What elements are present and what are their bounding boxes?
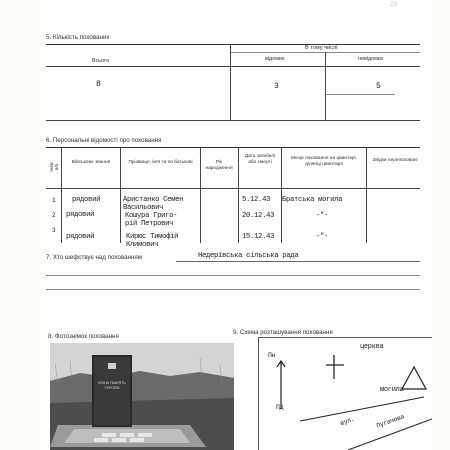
row-name-line1: Кошура Григо- <box>125 212 178 220</box>
plaque-line-1: ВІЧНА ПАМ'ЯТЬ <box>98 381 126 385</box>
scheme-street-label-1: вул. <box>339 415 356 428</box>
scheme-street-label-2: Пугачова <box>375 413 406 430</box>
section6-header-source: Звідки перепоховані <box>372 158 418 163</box>
section6-header-death: Дата загибелі або смерті <box>244 154 276 165</box>
row-place: Братська могила <box>282 196 343 204</box>
section5-incl-label: В тому числі <box>305 45 338 51</box>
document-page <box>40 0 432 450</box>
page-number: 23 <box>390 2 397 8</box>
street-lines <box>300 397 432 450</box>
section6-header-place: Місце поховання на цвинтарі, ділянці цвинтаря <box>291 156 357 167</box>
row-death: 5.12.43 <box>242 196 271 204</box>
scheme-north-label: Пн <box>268 352 276 359</box>
scheme-church-label: церква <box>360 343 384 351</box>
row-name-line2: Васильович <box>123 204 164 212</box>
scheme-grave-label: могила <box>380 386 404 394</box>
church-cross-icon <box>326 355 344 379</box>
row-rank: рядовий <box>66 211 95 219</box>
row-name-line1: Аристанко Семен <box>123 196 184 204</box>
location-scheme <box>264 341 432 450</box>
row-num: 1 <box>52 197 56 204</box>
section6-header-name: Прізвище, ім'я та по батькові <box>128 160 193 165</box>
row-num: 2 <box>52 212 56 219</box>
row-death: 15.12.43 <box>242 233 275 241</box>
row-name-line2: рій Петрович <box>125 220 174 228</box>
plaque-line-2: ГЕРОЯМ <box>104 386 120 391</box>
row-place: -"- <box>316 233 329 241</box>
section7-value: Недерївська сільська рада <box>198 252 299 260</box>
section6-header-num: №№ п/п <box>48 162 59 172</box>
section7-title: 7. Хто шефствує над похованням <box>46 254 142 261</box>
north-arrow-icon <box>277 361 285 409</box>
scheme-south-label: Пд <box>276 404 284 411</box>
plaque-text <box>94 381 130 391</box>
section6-header-rank: Військове звання <box>71 160 111 165</box>
section6-title: 6. Персональні відомості про поховання <box>46 137 162 144</box>
row-name-line2: Климович <box>126 241 159 249</box>
grave-triangle-icon <box>402 367 426 389</box>
section5-title: 5. Кількість похованих <box>46 34 110 41</box>
section5-col-known: відомих <box>265 56 285 62</box>
grave-photo <box>50 343 234 450</box>
section5-total-value: 8 <box>96 80 101 89</box>
row-place: -"- <box>316 212 329 220</box>
section5-known-value: 3 <box>274 82 279 91</box>
row-name-line1: Кирюс Тимофій <box>126 233 179 241</box>
section5-col-unknown: невідомих <box>358 56 384 62</box>
section9-title: 9. Схема розташування поховання <box>233 329 333 336</box>
row-num: 3 <box>52 227 56 234</box>
section6-header-birth: Рік народження <box>205 160 233 171</box>
row-rank: рядовий <box>66 233 95 241</box>
row-death: 20.12.43 <box>242 212 275 220</box>
row-rank: рядовий <box>72 196 101 204</box>
section8-title: 8. Фотознімок поховання <box>48 333 119 340</box>
section5-unknown-value: 5 <box>376 82 381 91</box>
section5-col-total: Всього <box>92 58 109 64</box>
